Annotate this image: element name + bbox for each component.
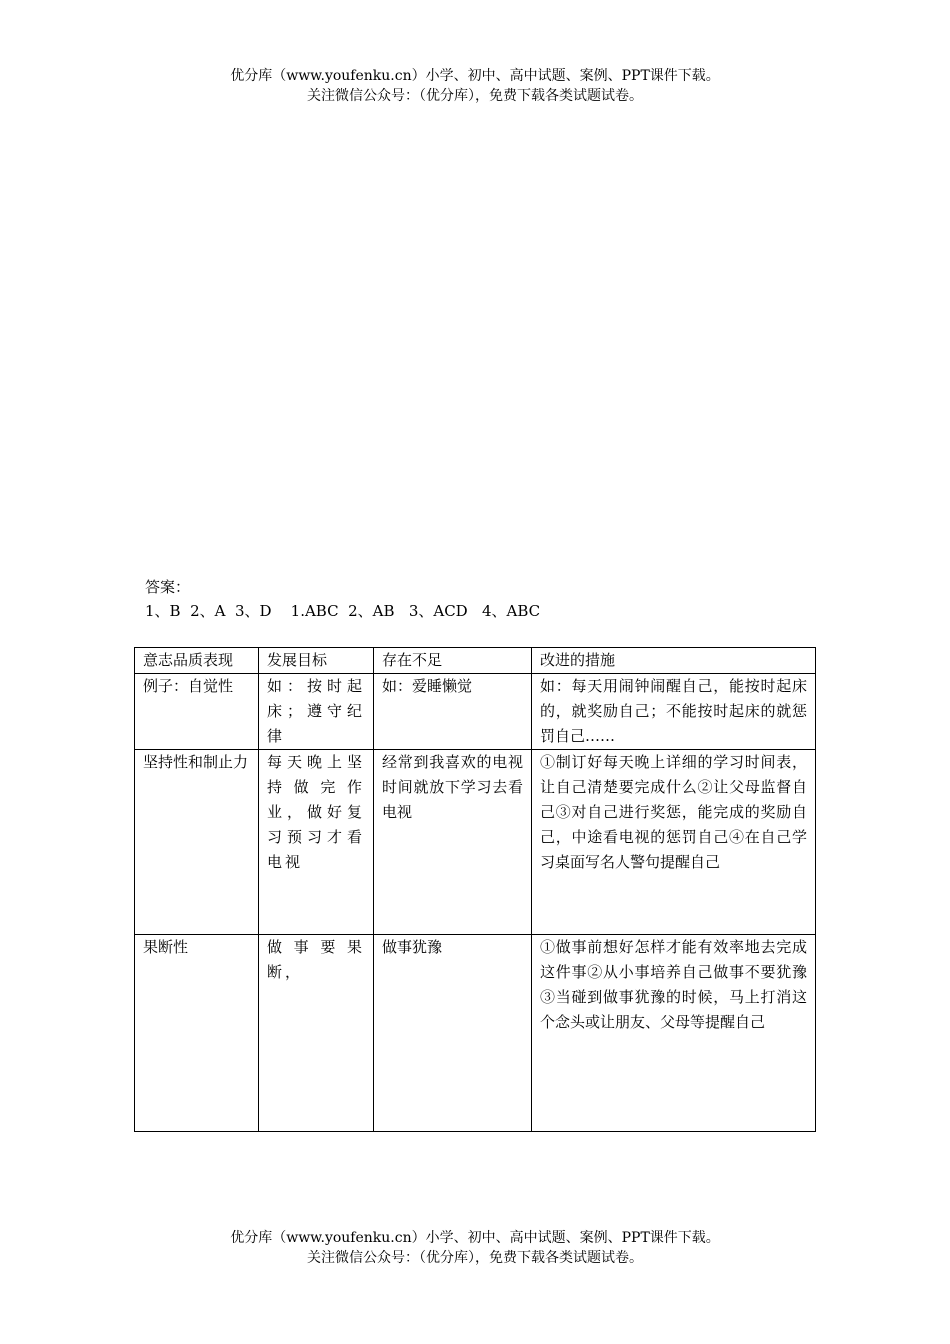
footer-line-2: 关注微信公众号：（优分库），免费下载各类试题试卷。 (307, 1250, 643, 1266)
page-header (0, 66, 950, 106)
table-row (135, 935, 816, 1132)
answers-label: 答案： (145, 578, 191, 596)
table-cell: 例子：自觉性 (135, 674, 259, 750)
table-row (135, 750, 816, 935)
table-cell: 果断性 (135, 935, 259, 1132)
table-cell: 如：爱睡懒觉 (374, 674, 532, 750)
will-quality-table (134, 647, 816, 1132)
header-cell: 发展目标 (259, 648, 374, 674)
table-cell: 经常到我喜欢的电视时间就放下学习去看电视 (374, 750, 532, 935)
footer-line-1: 优分库（www.youfenku.cn）小学、初中、高中试题、案例、PPT课件下载。 (230, 1230, 720, 1246)
table-header-row (135, 648, 816, 674)
header-cell: 改进的措施 (532, 648, 816, 674)
answers-line: 1、B 2、A 3、D 1.ABC 2、AB 3、ACD 4、ABC (145, 602, 541, 620)
answers-section (145, 575, 540, 623)
table-cell: 如：按时起床；遵守纪律 (259, 674, 374, 750)
table-row (135, 674, 816, 750)
header-line-2: 关注微信公众号：（优分库），免费下载各类试题试卷。 (307, 88, 643, 104)
table-cell: ①制订好每天晚上详细的学习时间表，让自己清楚要完成什么②让父母监督自己③对自己进行奖惩，能完成的奖励自己，中途看电视的惩罚自己④在自己学习桌面写名人警句提醒自己 (532, 750, 816, 935)
header-line-1: 优分库（www.youfenku.cn）小学、初中、高中试题、案例、PPT课件下载。 (230, 68, 720, 84)
table-cell: 做事要果断， (259, 935, 374, 1132)
table-cell: 每天晚上坚持做完作业，做好复习预习才看电视 (259, 750, 374, 935)
header-cell: 意志品质表现 (135, 648, 259, 674)
table-cell: 如：每天用闹钟闹醒自己，能按时起床的，就奖励自己；不能按时起床的就惩罚自己…… (532, 674, 816, 750)
table-cell: 坚持性和制止力 (135, 750, 259, 935)
header-cell: 存在不足 (374, 648, 532, 674)
table-cell: 做事犹豫 (374, 935, 532, 1132)
page-footer (0, 1228, 950, 1268)
table-cell: ①做事前想好怎样才能有效率地去完成这件事②从小事培养自己做事不要犹豫③当碰到做事犹豫的时候，马上打消这个念头或让朋友、父母等提醒自己 (532, 935, 816, 1132)
